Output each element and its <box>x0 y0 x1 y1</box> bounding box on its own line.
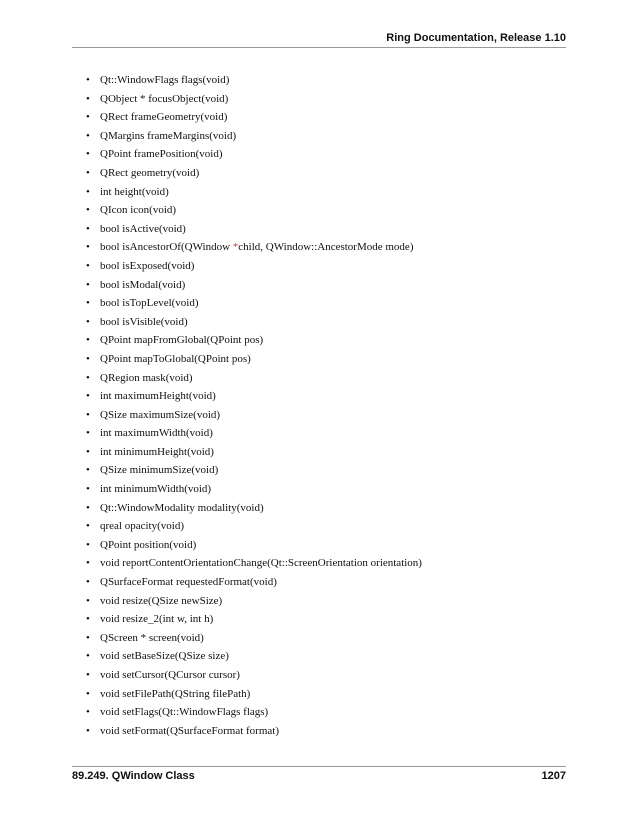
list-item <box>86 703 422 722</box>
bullet-marker: • <box>86 74 90 86</box>
list-item <box>86 517 422 536</box>
bullet-marker: • <box>86 148 90 161</box>
method-signature: int minimumHeight(void) <box>100 445 214 458</box>
bullet-marker: • <box>86 464 90 477</box>
bullet-marker: • <box>86 631 90 644</box>
bullet-marker: • <box>86 483 90 496</box>
list-item <box>86 666 422 685</box>
bullet-marker: • <box>86 445 90 458</box>
bullet-marker: • <box>86 371 90 384</box>
list-item <box>86 629 422 648</box>
method-signature: QPoint position(void) <box>100 538 197 551</box>
method-signature: int maximumWidth(void) <box>100 427 213 440</box>
method-signature: void setCursor(QCursor cursor) <box>100 669 240 681</box>
method-signature: void resize(QSize newSize) <box>100 594 223 607</box>
footer-divider <box>72 766 566 767</box>
list-item <box>86 480 422 499</box>
bullet-marker: • <box>86 669 90 681</box>
list-item <box>86 369 422 388</box>
list-item <box>86 554 422 573</box>
bullet-marker: • <box>86 408 90 421</box>
list-item <box>86 313 422 332</box>
method-signature: bool isExposed(void) <box>100 259 195 272</box>
list-item <box>86 461 422 480</box>
bullet-marker: • <box>86 334 90 347</box>
list-item <box>86 238 422 257</box>
list-item <box>86 201 422 220</box>
method-signature: QSize minimumSize(void) <box>100 464 219 477</box>
method-signature: qreal opacity(void) <box>100 520 184 533</box>
bullet-marker: • <box>86 241 90 254</box>
list-item <box>86 90 422 109</box>
method-signature: bool isActive(void) <box>100 222 186 235</box>
bullet-marker: • <box>86 501 90 514</box>
list-item <box>86 406 422 425</box>
method-signature: Qt::WindowModality modality(void) <box>100 501 264 514</box>
list-item <box>86 387 422 406</box>
method-signature: void setFormat(QSurfaceFormat format) <box>100 724 280 737</box>
list-item <box>86 164 422 183</box>
header-divider <box>72 47 566 48</box>
document-title: Ring Documentation, Release 1.10 <box>386 32 566 44</box>
method-signature: QPoint mapToGlobal(QPoint pos) <box>100 352 251 365</box>
list-item <box>86 499 422 518</box>
bullet-marker: • <box>86 222 90 235</box>
list-item <box>86 443 422 462</box>
method-signature: int height(void) <box>100 185 169 198</box>
list-item <box>86 592 422 611</box>
page-number: 1207 <box>541 770 566 782</box>
list-item <box>86 145 422 164</box>
method-signature: QScreen * screen(void) <box>100 631 204 644</box>
method-signature: bool isModal(void) <box>100 278 186 291</box>
method-signature: bool isTopLevel(void) <box>100 297 199 310</box>
section-title: 89.249. QWindow Class <box>72 770 195 782</box>
bullet-marker: • <box>86 576 90 589</box>
list-item <box>86 647 422 666</box>
bullet-marker: • <box>86 129 90 142</box>
bullet-marker: • <box>86 650 90 663</box>
bullet-marker: • <box>86 613 90 626</box>
method-signature: QPoint framePosition(void) <box>100 148 223 161</box>
bullet-marker: • <box>86 297 90 310</box>
bullet-marker: • <box>86 259 90 272</box>
list-item <box>86 257 422 276</box>
bullet-marker: • <box>86 390 90 403</box>
method-signature: int maximumHeight(void) <box>100 390 216 403</box>
list-item <box>86 108 422 127</box>
method-signature: Qt::WindowFlags flags(void) <box>100 74 230 86</box>
bullet-marker: • <box>86 204 90 217</box>
method-signature: QRegion mask(void) <box>100 371 193 384</box>
list-item <box>86 350 422 369</box>
bullet-marker: • <box>86 687 90 700</box>
method-signature: void setBaseSize(QSize size) <box>100 650 229 663</box>
bullet-marker: • <box>86 278 90 291</box>
bullet-marker: • <box>86 92 90 105</box>
list-item <box>86 276 422 295</box>
method-signature: QSurfaceFormat requestedFormat(void) <box>100 576 277 589</box>
bullet-marker: • <box>86 724 90 737</box>
bullet-marker: • <box>86 166 90 179</box>
page-header <box>72 0 566 46</box>
method-signature: void setFlags(Qt::WindowFlags flags) <box>100 706 269 719</box>
pointer-asterisk: * <box>232 241 239 254</box>
method-signature: bool isVisible(void) <box>100 315 188 328</box>
method-signature: QPoint mapFromGlobal(QPoint pos) <box>100 334 264 347</box>
method-list <box>86 71 422 740</box>
method-signature: void reportContentOrientationChange(Qt::ScreenOrientation orientation) <box>100 557 422 570</box>
method-signature: void setFilePath(QString filePath) <box>100 687 251 700</box>
method-signature-start: bool isAncestorOf(QWindow <box>100 241 233 254</box>
bullet-marker: • <box>86 315 90 328</box>
list-item <box>86 573 422 592</box>
method-signature-end: child, QWindow::AncestorMode mode) <box>238 241 414 254</box>
method-signature: QMargins frameMargins(void) <box>100 129 237 142</box>
list-item <box>86 183 422 202</box>
bullet-marker: • <box>86 594 90 607</box>
list-item <box>86 424 422 443</box>
list-item <box>86 610 422 629</box>
bullet-marker: • <box>86 706 90 719</box>
list-item <box>86 220 422 239</box>
bullet-marker: • <box>86 185 90 198</box>
method-signature: int minimumWidth(void) <box>100 483 212 496</box>
bullet-marker: • <box>86 520 90 533</box>
list-item <box>86 685 422 704</box>
list-item <box>86 722 422 741</box>
bullet-marker: • <box>86 557 90 570</box>
method-signature: QSize maximumSize(void) <box>100 408 221 421</box>
method-signature: QRect frameGeometry(void) <box>100 111 228 124</box>
page-footer <box>72 760 566 790</box>
bullet-marker: • <box>86 352 90 365</box>
method-signature: void resize_2(int w, int h) <box>100 613 214 626</box>
list-item <box>86 294 422 313</box>
list-item <box>86 71 422 90</box>
bullet-marker: • <box>86 427 90 440</box>
list-item <box>86 127 422 146</box>
bullet-marker: • <box>86 538 90 551</box>
method-signature: QRect geometry(void) <box>100 166 200 179</box>
method-signature: QObject * focusObject(void) <box>100 92 229 105</box>
list-item <box>86 331 422 350</box>
list-item <box>86 536 422 555</box>
method-signature: QIcon icon(void) <box>100 204 177 217</box>
bullet-marker: • <box>86 111 90 124</box>
